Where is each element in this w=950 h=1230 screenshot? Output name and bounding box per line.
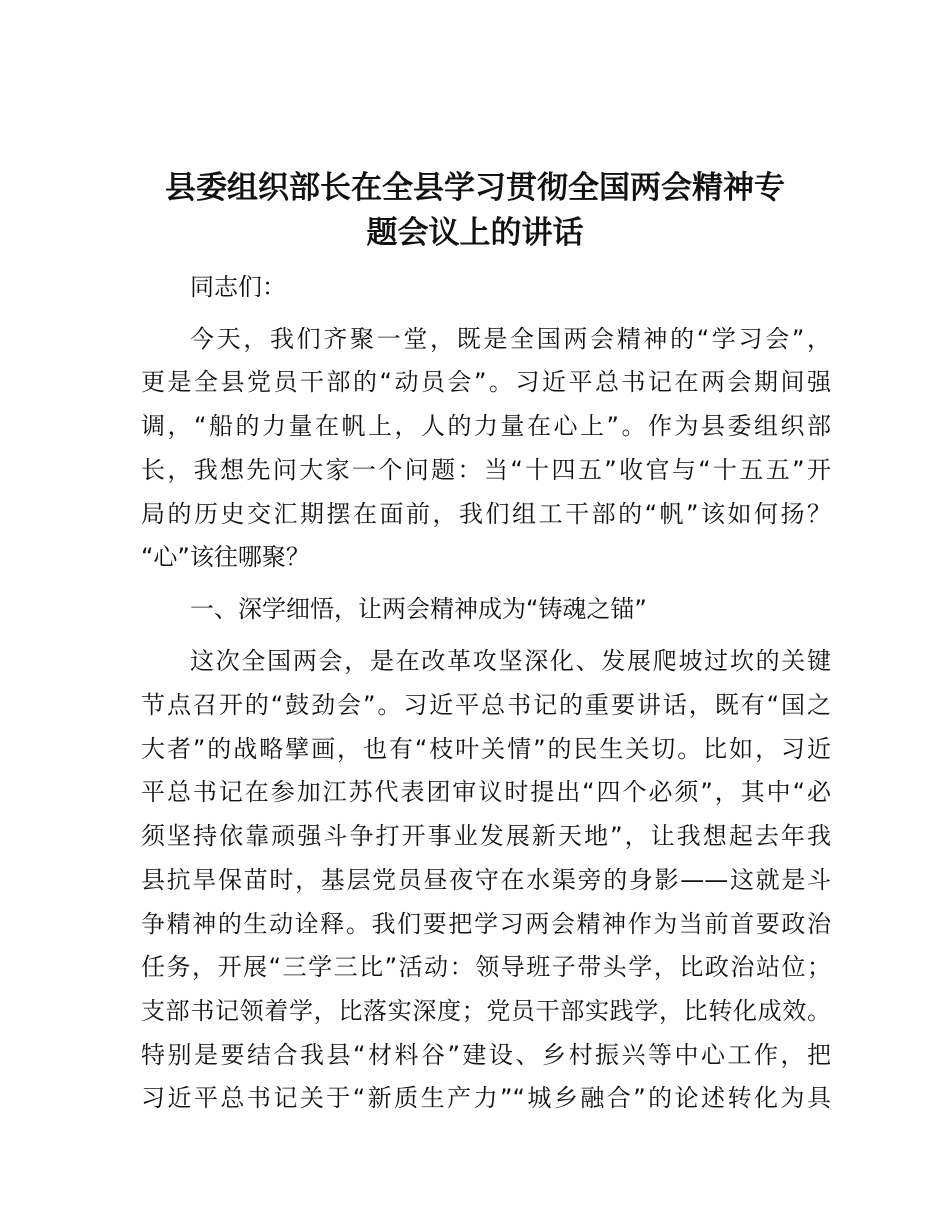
paragraph-2-line-3: 大者”的战略擘画，也有“枝叶关情”的民生关切。比如，习近	[141, 735, 831, 763]
paragraph-2-line-10: 特别是要结合我县“材料谷”建设、乡村振兴等中心工作，把	[141, 1041, 831, 1069]
paragraph-2-line-9: 支部书记领着学，比落实深度；党员干部实践学，比转化成效。	[141, 997, 831, 1025]
paragraph-2-line-2: 节点召开的“鼓劲会”。习近平总书记的重要讲话，既有“国之	[141, 691, 831, 719]
paragraph-1-line-4: 长，我想先问大家一个问题：当“十四五”收官与“十五五”开	[141, 456, 831, 484]
paragraph-2-line-8: 任务，开展“三学三比”活动：领导班子带头学，比政治站位；	[141, 953, 831, 981]
paragraph-2-line-5: 须坚持依靠顽强斗争打开事业发展新天地”，让我想起去年我	[141, 822, 831, 850]
paragraph-1-line-1: 今天，我们齐聚一堂，既是全国两会精神的“学习会”，	[190, 325, 831, 353]
paragraph-2-line-6: 县抗旱保苗时，基层党员昼夜守在水渠旁的身影——这就是斗	[141, 866, 831, 894]
paragraph-1-line-6: “心”该往哪聚？	[141, 543, 310, 571]
document-title-line-2: 题会议上的讲话	[366, 215, 584, 251]
salutation: 同志们：	[190, 273, 286, 301]
paragraph-2-line-11: 习近平总书记关于“新质生产力”“城乡融合”的论述转化为具	[141, 1084, 831, 1112]
paragraph-2-line-7: 争精神的生动诠释。我们要把学习两会精神作为当前首要政治	[141, 910, 831, 938]
paragraph-2-line-1: 这次全国两会，是在改革攻坚深化、发展爬坡过坎的关键	[190, 647, 831, 675]
paragraph-2-line-4: 平总书记在参加江苏代表团审议时提出“四个必须”，其中“必	[141, 778, 831, 806]
paragraph-1-line-2: 更是全县党员干部的“动员会”。习近平总书记在两会期间强	[141, 368, 831, 396]
document-title-line-1: 县委组织部长在全县学习贯彻全国两会精神专	[165, 170, 785, 206]
paragraph-1-line-5: 局的历史交汇期摆在面前，我们组工干部的“帆”该如何扬？	[141, 500, 831, 528]
section-heading-1: 一、深学细悟，让两会精神成为“铸魂之锚”	[190, 595, 647, 623]
paragraph-1-line-3: 调，“船的力量在帆上，人的力量在心上”。作为县委组织部	[141, 412, 831, 440]
